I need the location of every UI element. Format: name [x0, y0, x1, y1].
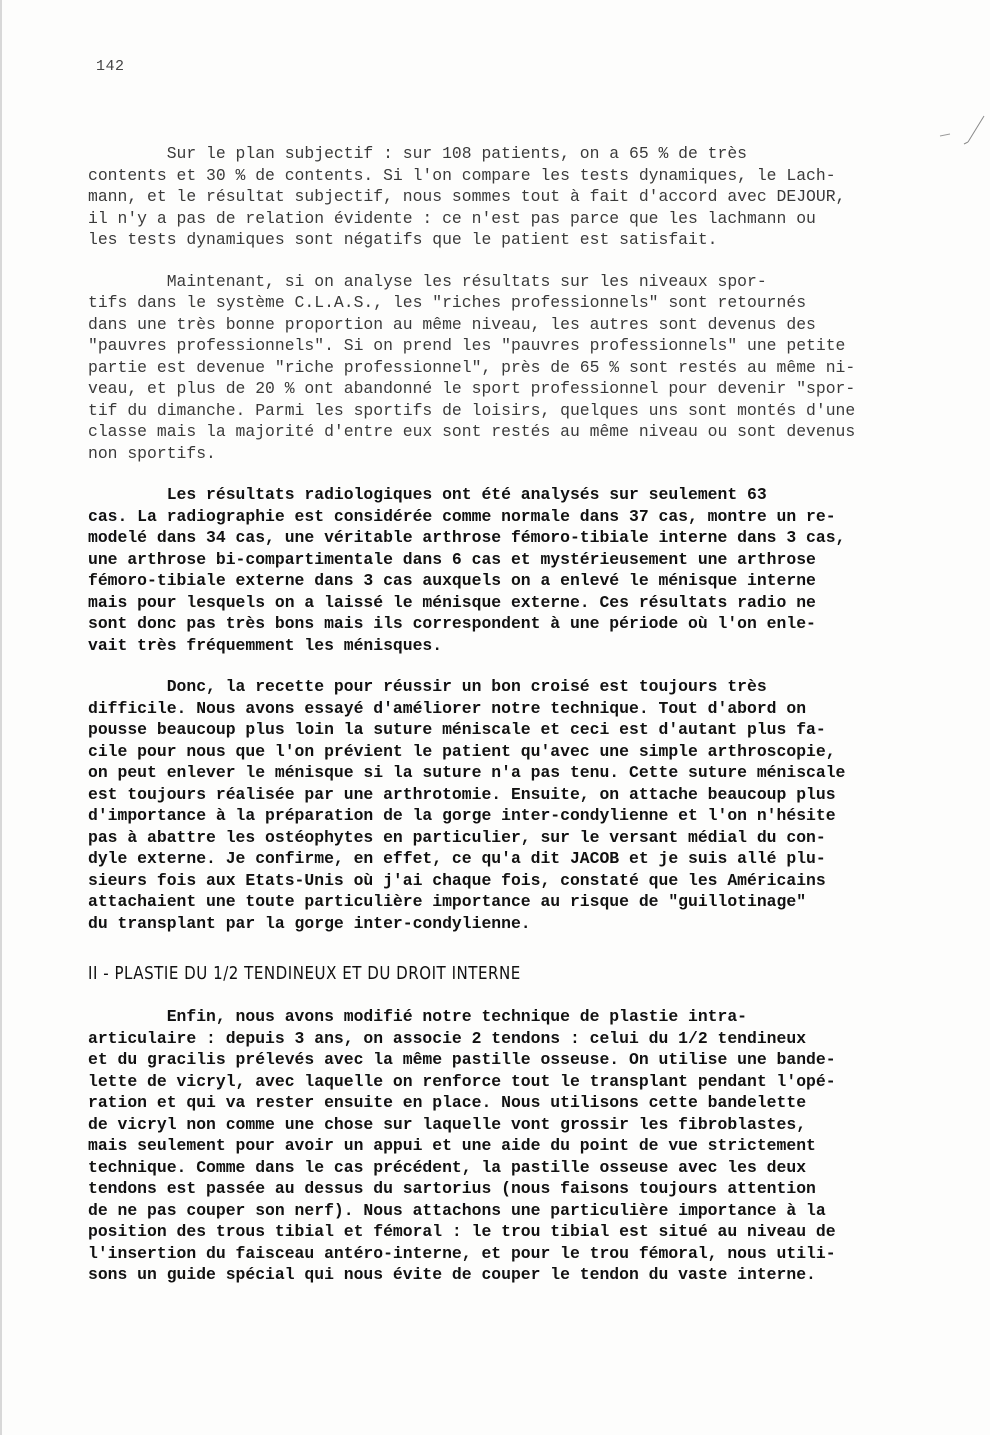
paragraph-sport-levels: Maintenant, si on analyse les résultats sur les niveaux spor- tifs dans le système C.L.A.S., les "riches professionnels" sont retournés dans une très bonne proportion au même niveau, les autres sont devenus des "pauvres professionnels". Si on prend les "pauvres professionnels" une petite partie est devenue "riche professionnel", près de 65 % sont restés au même ni- veau, et plus de 20 % ont abandonné le sport professionnel pour devenir "spor- tif du dimanche. Parmi les sportifs de loisirs, quelques uns sont montés d'une classe mais la majorité d'entre eux sont restés au même niveau ou sont devenus non sportifs. [88, 271, 856, 463]
paragraph-technique: Donc, la recette pour réussir un bon croisé est toujours très difficile. Nous avons essayé d'améliorer notre technique. Tout d'abord on pousse beaucoup plus loin la suture méniscale et ceci est d'autant plus fa- cile pour nous que l'on prévient le patient qu'avec une simple arthroscopie, on peut enlever le ménisque si la suture n'a pas tenu. Cette suture méniscale est toujours réalisée par une arthrotomie. Ensuite, on attache beaucoup plus d'importance à la préparation de la gorge inter-condylienne et l'on n'hésite pas à abattre les ostéophytes en particulier, sur le versant médial du con- dyle externe. Je confirme, en effet, ce qu'a dit JACOB et je suis allé plu- sieurs fois aux Etats-Unis où j'ai chaque fois, constaté que les Américains attachaient une toute particulière importance au risque de "guillotinage" du transplant par la gorge inter-condylienne. [88, 677, 846, 933]
paragraph-plastie: Enfin, nous avons modifié notre technique de plastie intra- articulaire : depuis 3 ans, on associe 2 tendons : celui du 1/2 tendineux et du gracilis prélevés avec la même pastille osseuse. On utilise une bande- lette de vicryl, avec laquelle on renforce tout le transplant pendant l'opé- ration et qui va rester ensuite en place. Nous utilisons cette bandelette de vicryl non comme une chose sur laquelle vont grossir les fibroblastes, mais seulement pour avoir un appui et une aide du point de vue strictement technique. Comme dans le cas précédent, la pastille osseuse avec les deux tendons est passée au dessus du sartorius (nous faisons toujours attention de ne pas couper son nerf). Nous attachons une particulière importance à la position des trous tibial et fémoral : le trou tibial est situé au niveau de l'insertion du faisceau antéro-interne, et pour le trou fémoral, nous utili- sons un guide spécial qui nous évite de couper le tendon du vaste interne. [88, 1007, 836, 1284]
section-heading: II - PLASTIE DU 1/2 TENDINEUX ET DU DROIT INTERNE [88, 964, 521, 984]
scan-edge [0, 0, 2, 1435]
paragraph-subjective-results: Sur le plan subjectif : sur 108 patients, on a 65 % de très contents et 30 % de contents. Si l'on compare les tests dynamiques, le Lach- mann, et le résultat subjectif, nous sommes tout à fait d'accord avec DEJOUR, il n'y a pas de relation évidente : ce n'est pas parce que les lachmann ou les tests dynamiques sont négatifs que le patient est satisfait. [88, 144, 846, 249]
page-number: 142 [96, 58, 125, 75]
paragraph-radiological-results: Les résultats radiologiques ont été analysés sur seulement 63 cas. La radiographie est considérée comme normale dans 37 cas, montre un re- modelé dans 34 cas, une véritable arthrose fémoro-tibiale interne dans 3 cas, une arthrose bi-compartimentale dans 6 cas et mystérieusement une arthrose fémoro-tibiale externe dans 3 cas auxquels on a enlevé le ménisque interne mais pour lesquels on a laissé le ménisque externe. Ces résultats radio ne sont donc pas très bons mais ils correspondent à une période où l'on enle- vait très fréquemment les ménisques. [88, 485, 846, 655]
pencil-mark-icon [938, 112, 988, 152]
body-text [88, 143, 922, 1286]
